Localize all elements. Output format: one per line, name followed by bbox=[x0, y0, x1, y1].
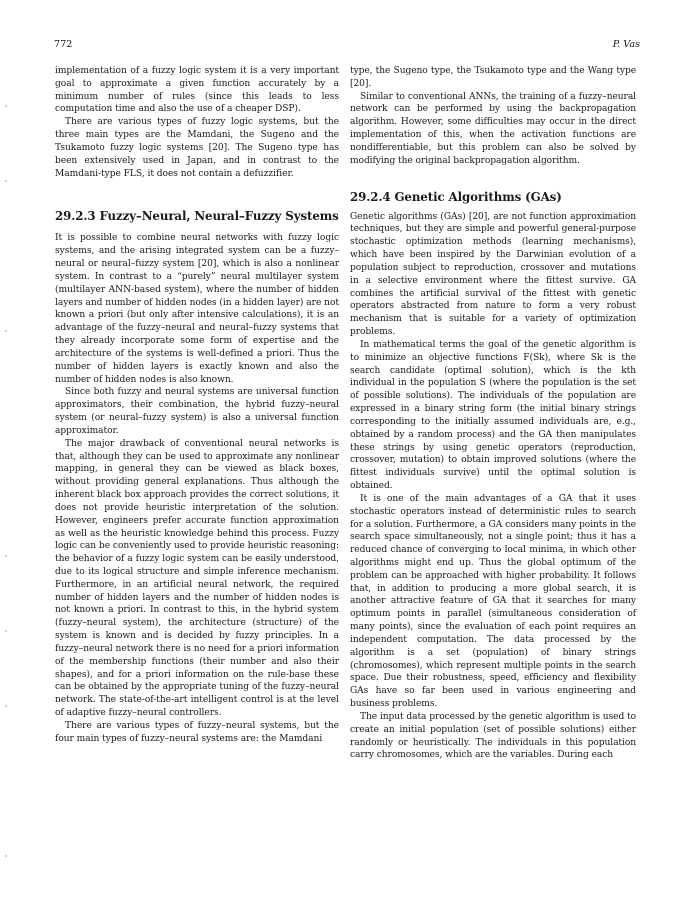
running-head-author: P. Vas bbox=[612, 39, 640, 50]
scan-mark bbox=[5, 855, 7, 857]
paragraph: implementation of a fuzzy logic system it is a very important goal to approximate a given function accurately by a minimum number of rules (since this leads to less computation time and also the use of a cheaper DSP). bbox=[55, 66, 339, 115]
paragraph: There are various types of fuzzy logic systems, but the three main types are the Mamdani, the Sugeno and the Tsukamoto fuzzy logic systems [20]. The Sugeno type has been extensively used in Japan, and in contrast to the Mamdani-type FLS, it does not contain a defuzzifier. bbox=[55, 117, 339, 179]
paragraph: Similar to conventional ANNs, the training of a fuzzy–neural network can be performed by using the backpropagation algorithm. However, some difficulties may occur in the direct implementation of this, when the activation functions are nondifferentiable, but this problem can also be solved by modifying the original backpropagation algorithm. bbox=[350, 91, 636, 166]
paragraph: Genetic algorithms (GAs) [20], are not function approximation techniques, but they are simple and powerful general-purpose stochastic optimization methods (learning mechanisms), which have been inspired by the Darwinian evolution of a population subject to reproduction, crossover and mutations in a selective environment where the fittest survive. GA combines the artificial survival of the fittest with genetic operators abstracted from nature to form a very robust mechanism that is suitable for a variety of optimization problems. bbox=[350, 211, 636, 338]
paragraph: There are various types of fuzzy–neural systems, but the four main types of fuzzy–neural systems are: the Mamdani bbox=[55, 720, 339, 744]
paragraph: It is possible to combine neural networks with fuzzy logic systems, and the arising integrated system can be a fuzzy–neural or neural–fuzzy system [20], which is also a nonlinear system. In contrast to a “purely” neural multilayer system (multilayer ANN-based system), where the number of hidden layers and number of hidden nodes (in a hidden layer) are not known a priori (but only after intensive calculations), it is an advantage of the fuzzy–neural and neural–fuzzy systems that they already incorporate some form of expertise and the architecture of the systems is well-defined a priori. Thus the number of hidden layers is exactly known and also the number of hidden nodes is also known. bbox=[55, 233, 339, 385]
scan-mark bbox=[5, 105, 7, 107]
scan-mark bbox=[5, 705, 7, 707]
scan-mark bbox=[5, 330, 7, 332]
running-head bbox=[54, 39, 640, 51]
scan-mark bbox=[5, 180, 7, 182]
paragraph: In mathematical terms the goal of the genetic algorithm is to minimize an objective functions F(Sk), where Sk is the search candidate (optimal solution), which is the kth individual in the population S (where the population is the set of possible solutions). The individuals of the population are expressed in a binary string form (the initial binary strings corresponding to the initially assumed individuals are, e.g., obtained by a random process) and the GA then manipulates these strings by using genetic operators (reproduction, crossover, mutation) to obtain improved solutions (where the fittest individuals survive) until the optimal solution is obtained. bbox=[350, 339, 636, 492]
paragraph: type, the Sugeno type, the Tsukamoto type and the Wang type [20]. bbox=[350, 66, 636, 89]
left-column bbox=[55, 65, 339, 746]
scan-mark bbox=[5, 555, 7, 557]
paragraph: Since both fuzzy and neural systems are universal function approximators, their combination, the hybrid fuzzy–neural system (or neural–fuzzy system) is also a universal function approximator. bbox=[55, 387, 339, 436]
paragraph: The input data processed by the genetic algorithm is used to create an initial population (set of possible solutions) either randomly or heuristically. The individuals in this population carry chromosomes, which are the variables. During each bbox=[350, 711, 636, 761]
right-column bbox=[350, 65, 636, 762]
section-heading: 29.2.4 Genetic Algorithms (GAs) bbox=[350, 189, 562, 204]
page-number: 772 bbox=[54, 39, 73, 50]
scan-mark bbox=[5, 630, 7, 632]
section-heading: 29.2.3 Fuzzy–Neural, Neural–Fuzzy Systems bbox=[55, 209, 339, 224]
paragraph: The major drawback of conventional neural networks is that, although they can be used to approximate any nonlinear mapping, in general they can be viewed as black boxes, without providing general explanations. Thus although the inherent black box approach provides the correct solutions, it does not provide heuristic interpretation of the solution. However, engineers prefer accurate function approximation as well as the heuristic knowledge behind this process. Fuzzy logic can be conveniently used to provide heuristic reasoning: the behavior of a fuzzy logic system can be easily understood, due to its logical structure and simple inference mechanism. Furthermore, in an artificial neural network, the required number of hidden layers and the number of hidden nodes is not known a priori. In contrast to this, in the hybrid system (fuzzy–neural system), the architecture (structure) of the system is known and is decided by fuzzy principles. In a fuzzy–neural network there is no need for a priori information of the membership functions (their number and also their shapes), and for a priori information on the rule-base these can be obtained by the appropriate tuning of the fuzzy–neural network. The state-of-the-art intelligent control is at the level of adaptive fuzzy–neural controllers. bbox=[55, 438, 339, 719]
paragraph: It is one of the main advantages of a GA that it uses stochastic operators instead of deterministic rules to search for a solution. Furthermore, a GA considers many points in the search space simultaneously, not a single point; thus it has a reduced chance of converging to local minima, in which other algorithms might end up. Thus the global optimum of the problem can be approached with higher probability. It follows that, in addition to producing a more global search, it is another attractive feature of GA that it searches for many optimum points in parallel (simultaneous consideration of many points), since the evaluation of each point requires an independent computation. The data processed by the algorithm is a set (population) of binary strings (chromosomes), which represent multiple points in the search space. Due their robustness, speed, efficiency and flexibility GAs have so far been used in various engineering and business problems. bbox=[350, 493, 636, 710]
